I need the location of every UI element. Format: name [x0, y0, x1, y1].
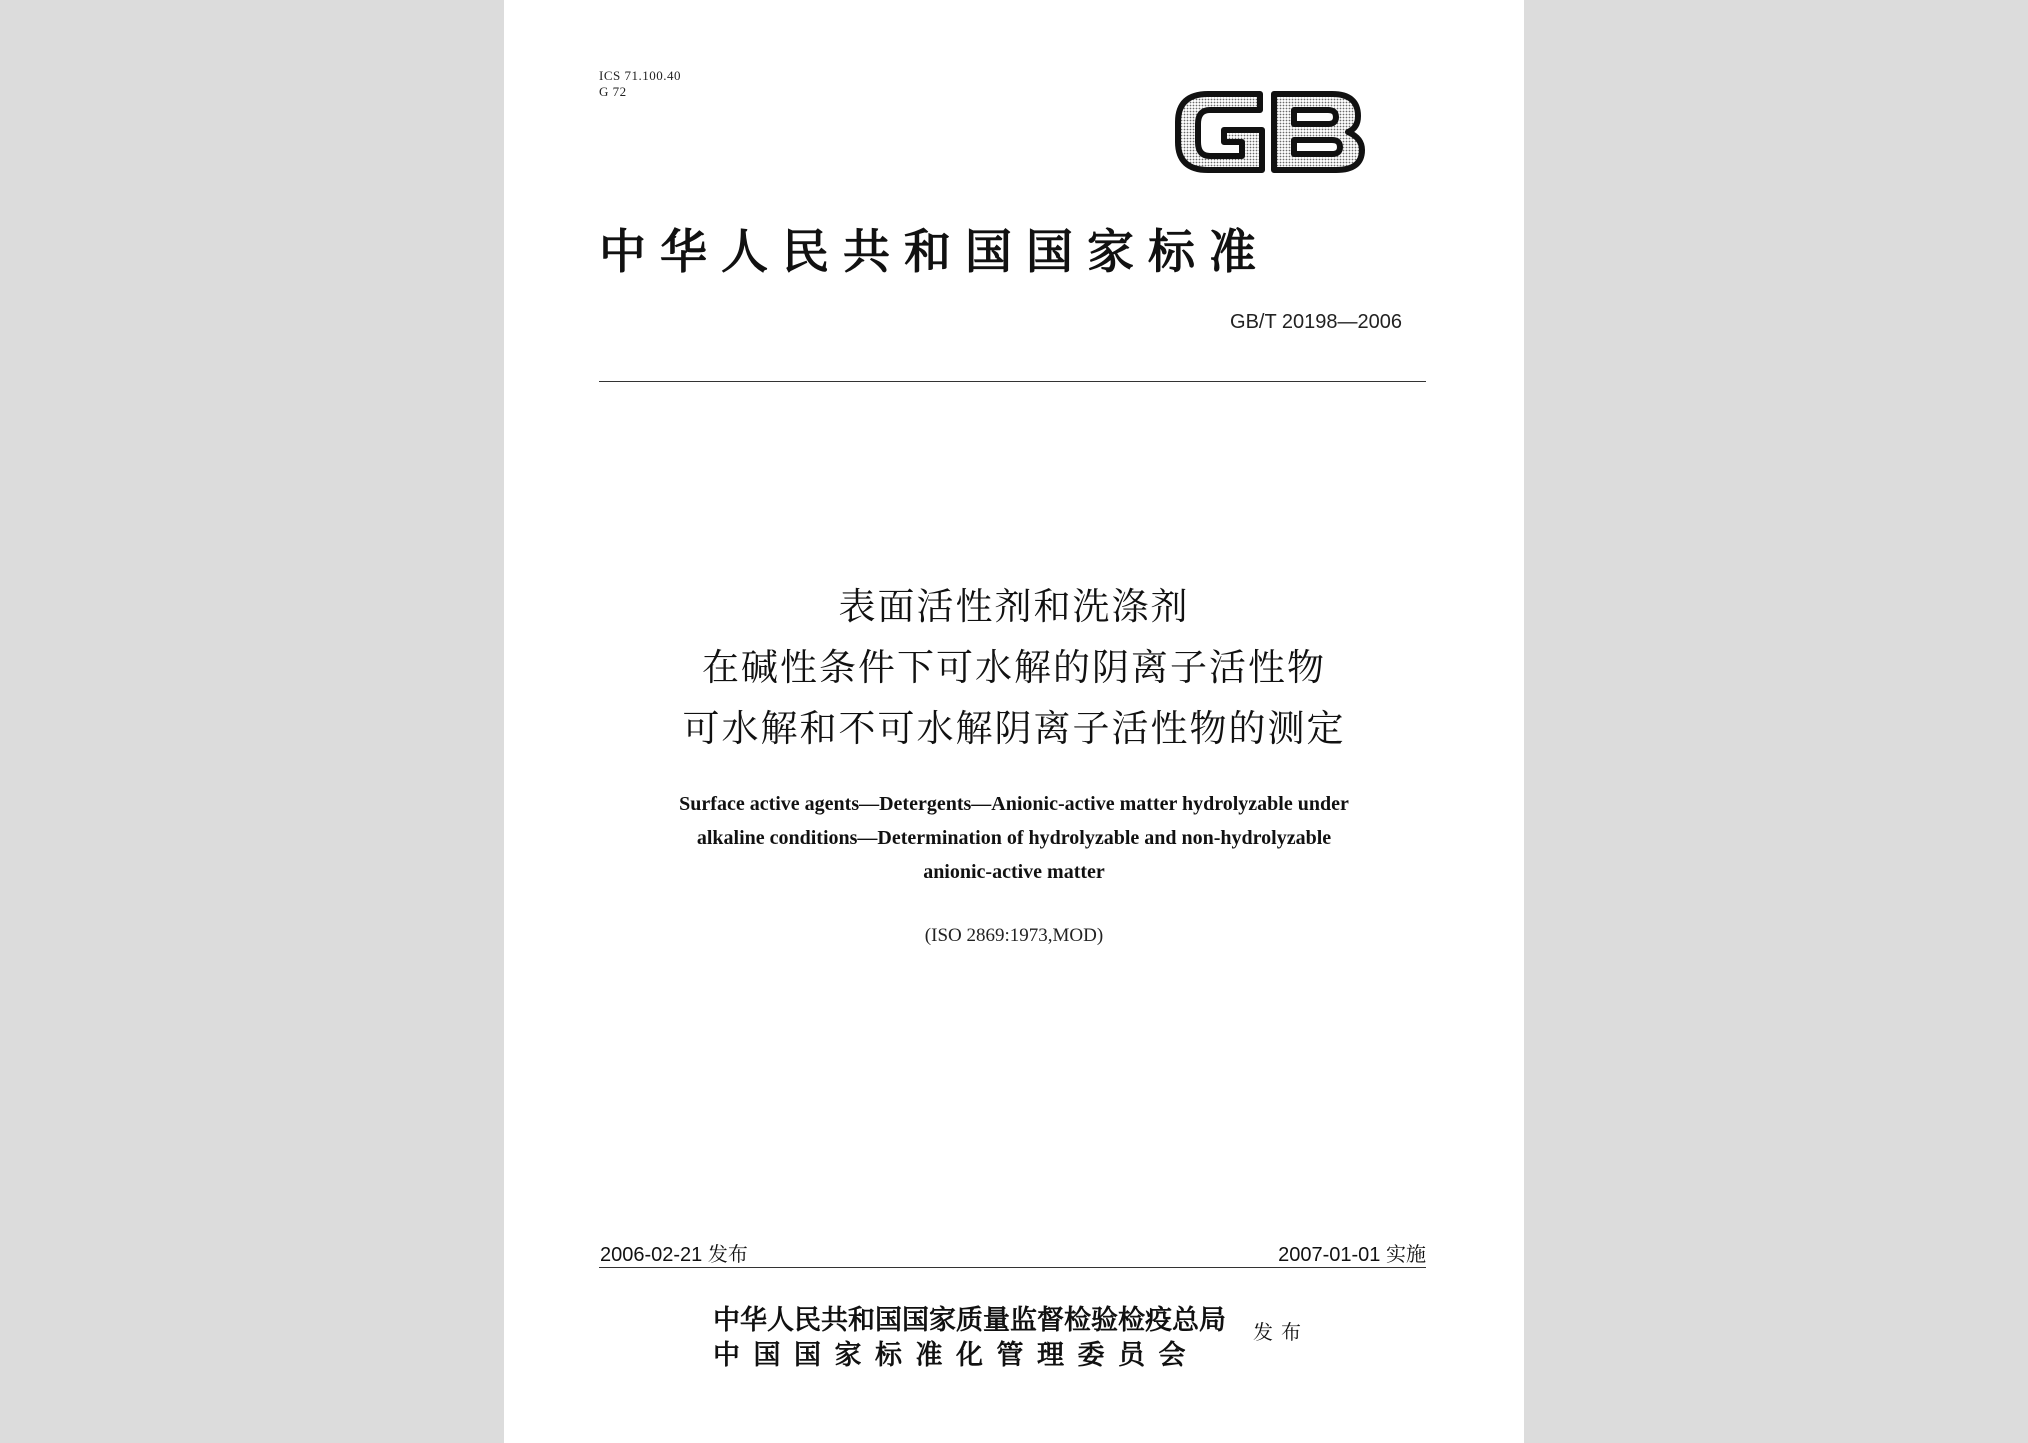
standard-number: GB/T 20198—2006 — [1230, 311, 1402, 333]
footer-divider — [599, 1267, 1426, 1268]
title-en-line-1: Surface active agents—Detergents—Anionic-active matter hydrolyzable under — [679, 793, 1349, 815]
title-cn-line-3: 可水解和不可水解阴离子活性物的测定 — [682, 707, 1346, 750]
title-cn-line-1: 表面活性剂和洗涤剂 — [838, 585, 1190, 628]
gb-logo — [1168, 80, 1368, 184]
national-standard-title: 中华人民共和国国家标准 — [599, 225, 1270, 280]
title-cn-line-2: 在碱性条件下可水解的阴离子活性物 — [702, 646, 1326, 689]
title-en-line-2: alkaline conditions—Determination of hydrolyzable and non-hydrolyzable — [696, 827, 1332, 849]
issuer-line-2: 中国国家标准化管理委员会 — [713, 1340, 1199, 1371]
release-date: 2006-02-21 发布 — [600, 1244, 748, 1266]
title-en-line-3: anionic-active matter — [923, 861, 1105, 883]
issuer-line-1: 中华人民共和国国家质量监督检验检疫总局 — [713, 1305, 1226, 1336]
implementation-date: 2007-01-01 实施 — [1278, 1244, 1426, 1266]
ics-code: ICS 71.100.40 — [599, 68, 681, 83]
issue-label: 发布 — [1253, 1320, 1309, 1344]
class-code: G 72 — [599, 84, 627, 99]
iso-reference: (ISO 2869:1973,MOD) — [924, 925, 1104, 946]
header-divider — [599, 381, 1426, 382]
classification-codes — [599, 68, 681, 100]
document-page — [504, 0, 1524, 1443]
